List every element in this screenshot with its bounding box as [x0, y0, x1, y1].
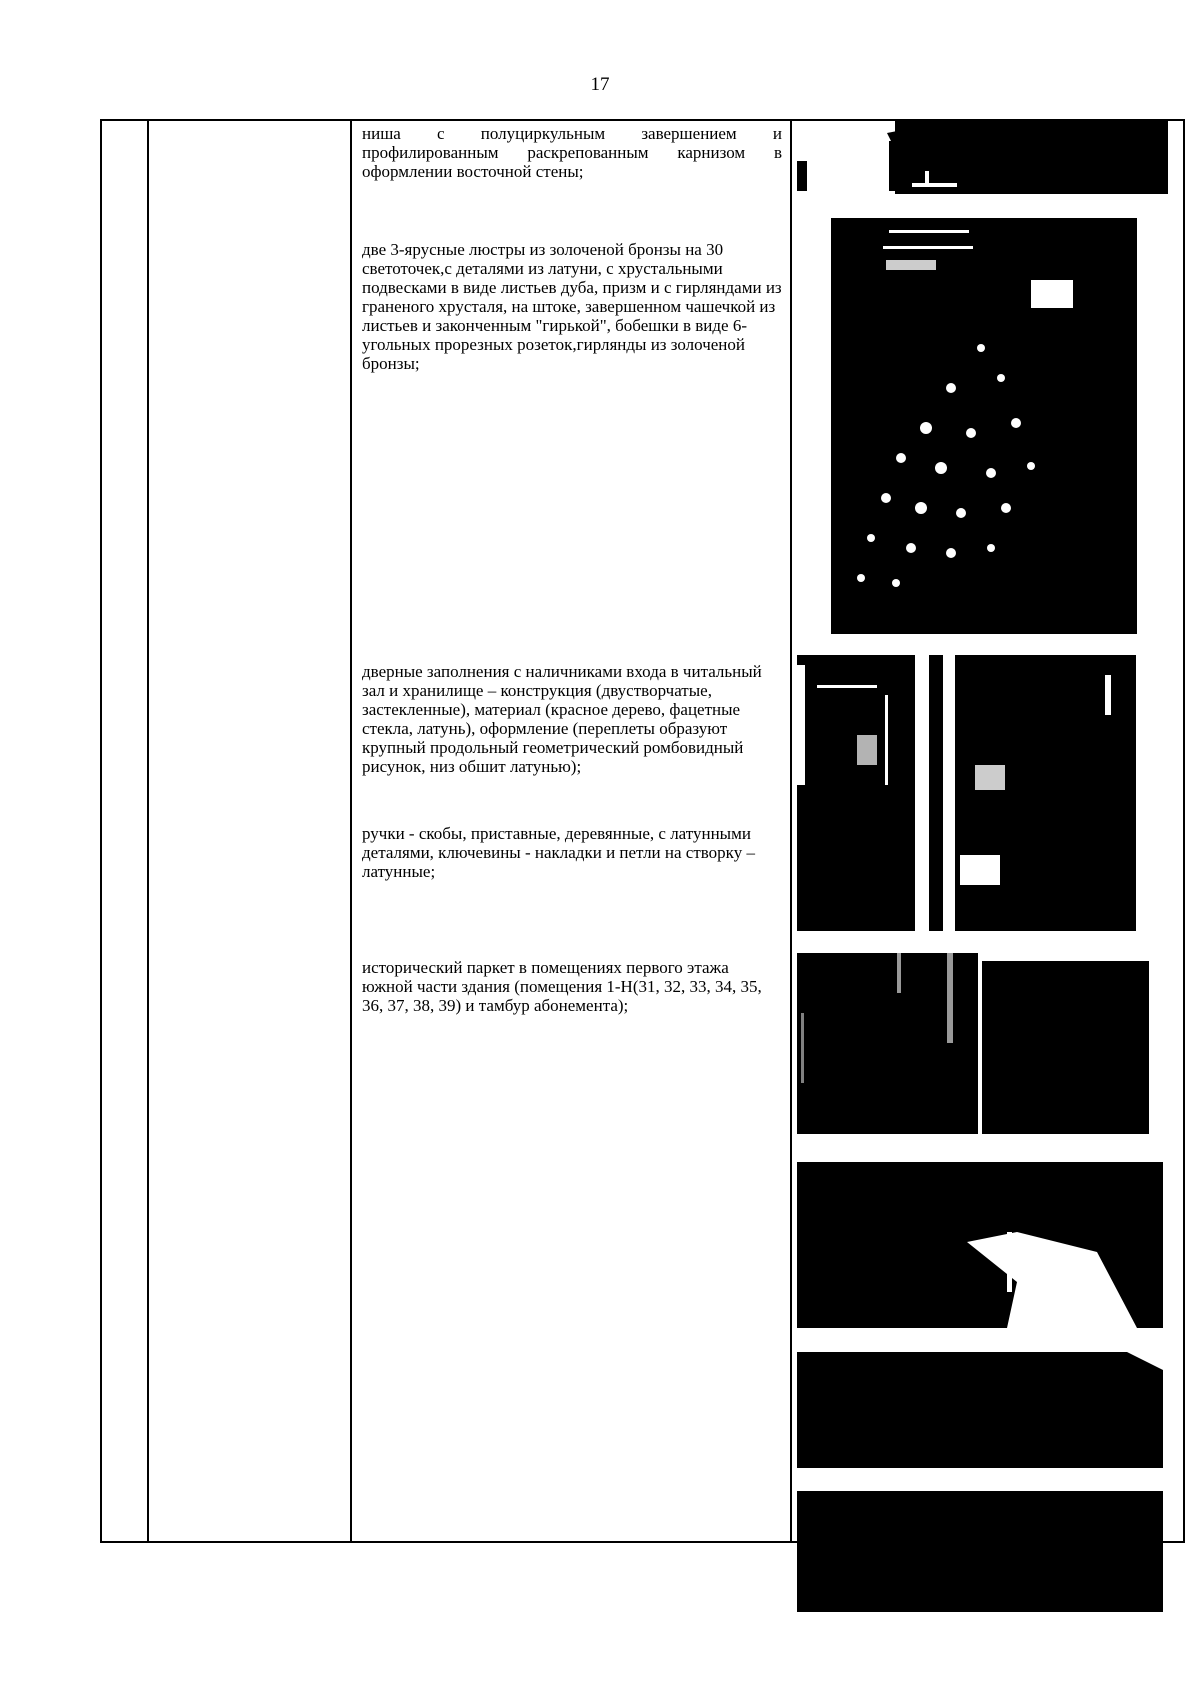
parquet-photo-2: [982, 961, 1149, 1134]
parquet-photo-5: [797, 1491, 1163, 1612]
doors-photo-left: [797, 655, 943, 931]
parquet-photo-4: [797, 1352, 1163, 1468]
column-divider: [147, 121, 149, 1541]
item-chandeliers-text: две 3-ярусные люстры из золоченой бронзы на 30 светоточек,с деталями из латуни, с хрустальными подвесками в виде листьев дуба, призм и с гирляндами из граненого хрусталя, на штоке, завершенном чашечкой из листьев и законченным "гирькой", бобешки в виде 6-угольных прорезных розеток,гирлянды из золоченой бронзы;: [362, 240, 782, 373]
column-divider: [350, 121, 352, 1541]
item-parquet-text: исторический паркет в помещениях первого этажа южной части здания (помещения 1-Н(31, 32, 33, 34, 35, 36, 37, 38, 39) и тамбур абонемента);: [362, 958, 762, 1015]
page-number: 17: [590, 74, 610, 95]
column-divider: [790, 121, 792, 1541]
parquet-photo-1: [797, 953, 978, 1134]
parquet-photo-3: [797, 1162, 1163, 1328]
niche-photo: [797, 121, 1168, 194]
chandelier-photo: [831, 218, 1137, 634]
item-doors-text: дверные заполнения с наличниками входа в читальный зал и хранилище – конструкция (двустворчатые, застекленные), материал (красное дерево, фацетные стекла, латунь), оформление (переплеты образуют крупный продольный геометрический ромбовидный рисунок, низ обшит латунью);: [362, 662, 762, 776]
item-handles-text: ручки - скобы, приставные, деревянные, с латунными деталями, ключевины - накладки и петли на створку – латунные;: [362, 824, 755, 881]
item-niche-text: ниша с полуциркульным завершением и профилированным раскрепованным карнизом в оформлении восточной стены;: [362, 124, 782, 181]
doors-photo-right: [945, 655, 1136, 931]
